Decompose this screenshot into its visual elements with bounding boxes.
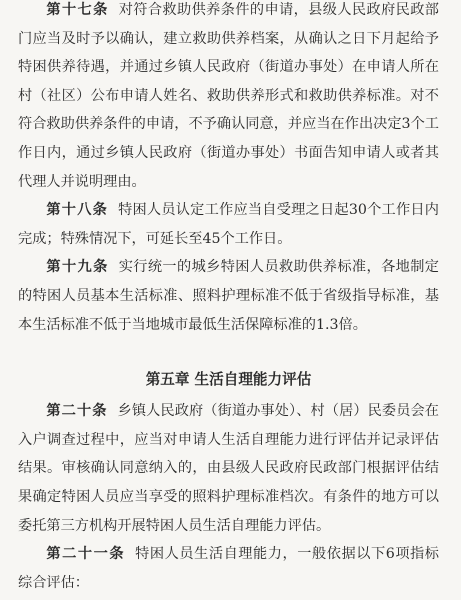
article-text: 乡镇人民政府（街道办事处）、村（居）民委员会在入户调查过程中，应当对申请人生活自理能力进行评估并记录评估结果。审核确认同意纳入的，由县级人民政府民政部门根据评估结果确定特困人员应当享受的照料护理标准档次。有条件的地方可以委托第三方机构开展特困人员生活自理能力评估。 [18, 403, 439, 534]
article-17 [18, 0, 439, 196]
article-18 [18, 196, 439, 253]
chapter-heading: 第五章 生活自理能力评估 [145, 371, 312, 389]
article-text: 对符合救助供养条件的申请，县级人民政府民政部门应当及时予以确认，建立救助供养档案，从确认之日下月起给予特困供养待遇，并通过乡镇人民政府（街道办事处）在申请人所在村（社区）公布申请人姓名、救助供养形式和救助供养标准。对不符合救助供养条件的申请，不予确认同意，并应当在作出决定3个工作日内，通过乡镇人民政府（街道办事处）书面告知申请人或者其代理人并说明理由。 [18, 2, 439, 190]
article-number: 第十九条 [46, 259, 109, 276]
article-number: 第二十条 [46, 403, 108, 420]
article-number: 第十八条 [46, 202, 109, 219]
article-21 [18, 540, 439, 597]
article-number: 第十七条 [46, 2, 109, 18]
article-20 [18, 397, 439, 540]
article-number: 第二十一条 [46, 546, 126, 563]
article-text: 特困人员生活自理能力，一般依据以下6项指标综合评估： [18, 546, 439, 591]
article-text: 特困人员认定工作应当自受理之日起30个工作日内完成；特殊情况下，可延长至45个工作日。 [18, 202, 439, 247]
article-text: 实行统一的城乡特困人员救助供养标准，各地制定的特困人员基本生活标准、照料护理标准不低于省级指导标准，基本生活标准不低于当地城市最低生活保障标准的1.3倍。 [18, 259, 439, 333]
article-19 [18, 253, 439, 339]
